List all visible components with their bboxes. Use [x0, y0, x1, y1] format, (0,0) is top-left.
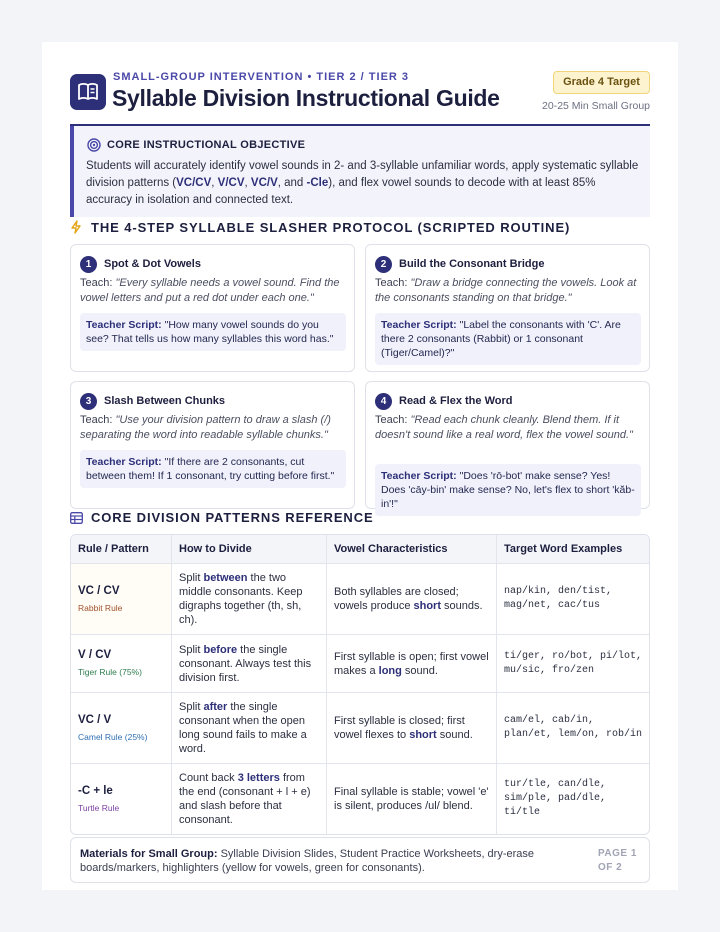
materials-text: Materials for Small Group: Syllable Division Slides, Student Practice Worksheets, dry-erase boards/markers, highlighters (yellow for vowels, green for consonants). — [80, 848, 535, 874]
examples-cell: tur/tle, can/dle, sim/ple, pad/dle, ti/tle — [496, 764, 650, 834]
grade-badge: Grade 4 Target — [553, 71, 650, 94]
teacher-script: Teacher Script: "If there are 2 consonants, cut between them! If 1 consonant, try cutting before first." — [80, 450, 346, 488]
book-icon — [70, 74, 106, 110]
step-title: Build the Consonant Bridge — [399, 258, 545, 270]
column-header: Vowel Characteristics — [326, 535, 496, 563]
step-teach: Teach: "Read each chunk cleanly. Blend them. If it doesn't sound like a real word, flex the vowel sound." — [375, 414, 633, 441]
step-title: Slash Between Chunks — [104, 395, 226, 407]
how-cell: Split after the single consonant when the open long sound fails to make a word. — [171, 693, 326, 763]
page-header — [70, 70, 650, 122]
step-teach: Teach: "Use your division pattern to draw a slash (/) separating the word into readable syllable chunks." — [80, 414, 331, 441]
rule-name: VC / V — [78, 713, 112, 726]
target-icon — [87, 138, 101, 157]
teacher-script: Teacher Script: "How many vowel sounds do you see? That tells us how many syllables this word has." — [80, 313, 346, 351]
table-icon — [70, 512, 84, 527]
how-cell: Split before the single consonant. Always test this division first. — [171, 635, 326, 692]
page-title: Syllable Division Instructional Guide — [112, 85, 500, 111]
header-kicker: SMALL-GROUP INTERVENTION • TIER 2 / TIER 3 — [113, 71, 410, 83]
column-header: How to Divide — [171, 535, 326, 563]
step-card-1 — [70, 244, 355, 372]
objective-box — [70, 126, 650, 217]
teacher-script: Teacher Script: "Label the consonants with 'C'. Are there 2 consonants (Rabbit) or 1 consonant (Tiger/Camel)?" — [375, 313, 641, 365]
step-card-4 — [365, 381, 650, 509]
guide-page — [42, 42, 678, 890]
step-number: 2 — [375, 256, 392, 273]
patterns-table — [70, 534, 650, 835]
step-teach: Teach: "Every syllable needs a vowel sound. Find the vowel letters and put a red dot under each one." — [80, 277, 340, 304]
step-number: 3 — [80, 393, 97, 410]
rule-tag: Camel Rule (25%) — [78, 731, 148, 742]
step-title: Spot & Dot Vowels — [104, 258, 201, 270]
examples-cell: nap/kin, den/tist, mag/net, cac/tus — [496, 564, 650, 634]
page-number: PAGE 1 OF 2 — [598, 848, 637, 873]
column-header: Rule / Pattern — [78, 543, 149, 555]
vowel-cell: Both syllables are closed; vowels produce short sounds. — [326, 564, 496, 634]
rule-name: -C + le — [78, 784, 113, 797]
protocol-section-title: THE 4-STEP SYLLABLE SLASHER PROTOCOL (SCRIPTED ROUTINE) — [70, 220, 570, 237]
table-row — [71, 563, 649, 634]
table-row — [71, 763, 649, 834]
rule-tag: Turtle Rule — [78, 802, 120, 813]
patterns-section-title: CORE DIVISION PATTERNS REFERENCE — [70, 510, 374, 527]
step-card-3 — [70, 381, 355, 509]
examples-cell: cam/el, cab/in, plan/et, lem/on, rob/in — [496, 693, 650, 763]
rule-name: V / CV — [78, 649, 112, 661]
step-card-2 — [365, 244, 650, 372]
vowel-cell: First syllable is open; first vowel makes a long sound. — [326, 635, 496, 692]
step-teach: Teach: "Draw a bridge connecting the vowels. Look at the consonants standing on that bridge." — [375, 277, 637, 304]
how-cell: Count back 3 letters from the end (consonant + l + e) and slash before that consonant. — [171, 764, 326, 834]
examples-cell: ti/ger, ro/bot, pi/lot, mu/sic, fro/zen — [496, 635, 650, 692]
table-header-row — [71, 535, 649, 563]
vowel-cell: First syllable is closed; first vowel flexes to short sound. — [326, 693, 496, 763]
table-row — [71, 692, 649, 763]
rule-tag: Tiger Rule (75%) — [78, 667, 142, 677]
rule-cell — [71, 635, 171, 692]
rule-tag: Rabbit Rule — [78, 602, 123, 613]
step-number: 4 — [375, 393, 392, 410]
lightning-icon — [70, 220, 84, 237]
step-title: Read & Flex the Word — [399, 395, 513, 407]
rule-cell — [71, 764, 171, 834]
rule-cell — [71, 693, 171, 763]
column-header: Target Word Examples — [496, 535, 650, 563]
rule-cell — [71, 564, 171, 634]
objective-text: Students will accurately identify vowel sounds in 2- and 3-syllable unfamiliar words, apply systematic syllable division patterns (VC/CV, V/CV, VC/V, and -Cle), and flex vowel sounds to decode with at least 85% accuracy in isolation and connected text. — [86, 160, 639, 206]
step-number: 1 — [80, 256, 97, 273]
materials-footer — [70, 837, 650, 883]
rule-name: VC / CV — [78, 584, 120, 597]
table-row — [71, 634, 649, 692]
session-length: 20-25 Min Small Group — [542, 100, 650, 112]
vowel-cell: Final syllable is stable; vowel 'e' is silent, produces /ul/ blend. — [326, 764, 496, 834]
how-cell: Split between the two middle consonants. Keep digraphs together (th, sh, ch). — [171, 564, 326, 634]
teacher-script: Teacher Script: "Does 'rō-bot' make sense? Yes! Does 'cāy-bin' make sense? No, let's flex to short 'kăb-in'!" — [375, 464, 641, 516]
objective-heading: CORE INSTRUCTIONAL OBJECTIVE — [107, 139, 306, 151]
